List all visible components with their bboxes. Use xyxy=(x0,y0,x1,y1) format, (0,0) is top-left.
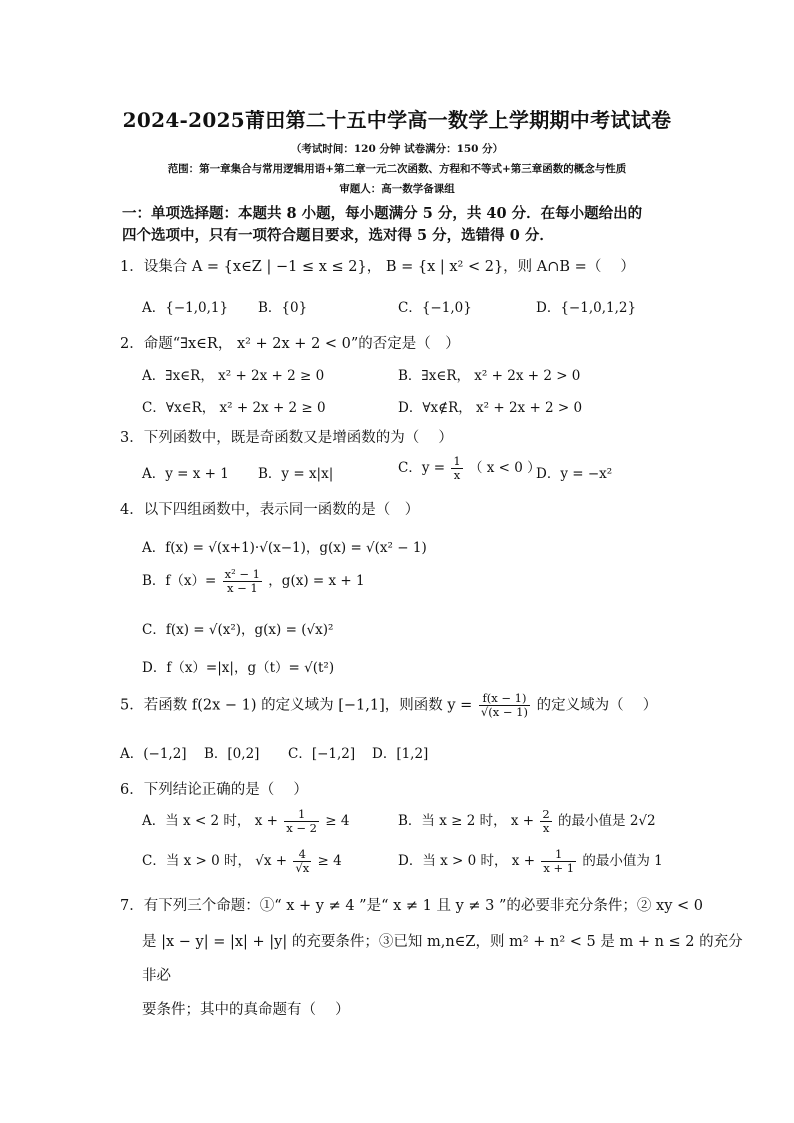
section-heading-line2: 四个选项中，只有一项符合题目要求，选对得 5 分，选错得 0 分． xyxy=(122,227,554,244)
question-5-stem-suffix: 的定义域为（ ） xyxy=(536,697,658,714)
question-2-stem: 2．命题“∃x∈R， x² + 2x + 2 < 0”的否定是（ ） xyxy=(120,336,460,352)
question-6-option-a-fraction xyxy=(284,808,319,835)
question-4-option-b xyxy=(142,568,365,595)
question-4-stem: 4．以下四组函数中，表示同一函数的是（ ） xyxy=(120,502,420,518)
fraction-numerator: 4 xyxy=(293,848,311,862)
question-7-line2: 是 |x − y| = |x| + |y| 的充要条件；③已知 m,n∈Z，则 m² + n² < 5 是 m + n ≤ 2 的充分 xyxy=(142,934,743,950)
question-3-option-c-prefix: C．y = xyxy=(398,460,446,476)
question-6-option-b-suffix: 的最小值是 2√2 xyxy=(558,813,656,829)
question-6-stem: 6．下列结论正确的是（ ） xyxy=(120,782,308,798)
question-5-option-b: B．[0,2] xyxy=(204,746,260,762)
question-6-option-d-fraction xyxy=(541,848,576,875)
fraction-denominator: √(x − 1) xyxy=(480,705,528,719)
question-2-option-d: D．∀x∉R， x² + 2x + 2 > 0 xyxy=(398,400,583,416)
section-heading-line1: 一：单项选择题：本题共 8 小题，每小题满分 5 分，共 40 分．在每小题给出的 xyxy=(122,205,643,222)
question-6-option-b xyxy=(398,808,656,835)
question-5-stem-prefix: 5．若函数 f(2x − 1) 的定义域为 [−1,1]，则函数 y = xyxy=(120,697,473,714)
question-6-option-d xyxy=(398,848,663,875)
question-6-option-c-fraction xyxy=(293,848,311,875)
question-5-option-d: D．[1,2] xyxy=(372,746,429,762)
question-6-option-b-fraction xyxy=(540,808,551,835)
question-6-option-d-prefix: D．当 x > 0 时， x + xyxy=(398,853,536,869)
exam-scope: 范围：第一章集合与常用逻辑用语+第二章一元二次函数、方程和不等式+第三章函数的概念与性质 xyxy=(167,163,627,175)
question-2-option-c: C．∀x∈R， x² + 2x + 2 ≥ 0 xyxy=(142,400,326,416)
fraction-numerator: 1 xyxy=(453,454,461,468)
question-4-option-b-prefix: B．f（x）= xyxy=(142,573,217,589)
question-6-option-c xyxy=(142,848,342,875)
question-4-option-a: A．f(x) = √(x+1)·√(x−1)，g(x) = √(x² − 1) xyxy=(142,540,427,556)
question-3-option-c xyxy=(398,455,541,482)
question-7-line3: 非必 xyxy=(142,968,171,984)
exam-title: 2024-2025莆田第二十五中学高一数学上学期期中考试试卷 xyxy=(122,108,672,132)
question-5-option-a: A．(−1,2] xyxy=(120,746,187,762)
question-2-option-a: A．∃x∈R， x² + 2x + 2 ≥ 0 xyxy=(142,368,325,384)
question-2-option-b: B．∃x∈R， x² + 2x + 2 > 0 xyxy=(398,368,581,384)
fraction-numerator: 1 xyxy=(541,848,576,862)
fraction-numerator: x² − 1 xyxy=(224,567,260,581)
question-1-option-d: D．{−1,0,1,2} xyxy=(536,300,637,316)
question-6-option-c-suffix: ≥ 4 xyxy=(317,853,342,869)
fraction-denominator: √x xyxy=(295,861,310,875)
fraction-numerator: 1 xyxy=(284,808,319,822)
fraction-denominator: x − 1 xyxy=(226,581,258,595)
fraction-denominator: x xyxy=(542,821,550,835)
question-7-line4: 要条件；其中的真命题有（ ） xyxy=(142,1002,350,1018)
question-3-option-d: D．y = −x² xyxy=(536,466,613,482)
question-3-option-c-suffix: （ x < 0 ） xyxy=(468,460,541,476)
question-4-option-c: C．f(x) = √(x²)，g(x) = (√x)² xyxy=(142,622,334,638)
question-6-option-d-suffix: 的最小值为 1 xyxy=(582,853,663,869)
question-1-option-c: C．{−1,0} xyxy=(398,300,472,316)
fraction-numerator: 2 xyxy=(542,807,550,821)
question-4-option-b-suffix: ，g(x) = x + 1 xyxy=(268,573,365,589)
fraction-numerator: f(x − 1) xyxy=(479,692,530,706)
question-5-stem-fraction xyxy=(479,692,530,719)
question-6-option-a-suffix: ≥ 4 xyxy=(325,813,350,829)
question-6-option-a-prefix: A．当 x < 2 时， x + xyxy=(142,813,278,829)
question-4-option-d: D．f（x）=|x|，g（t）= √(t²) xyxy=(142,660,335,676)
question-5-stem xyxy=(120,692,657,719)
question-4-option-b-fraction xyxy=(223,568,262,595)
question-3-option-c-fraction xyxy=(451,455,462,482)
question-1-option-a: A．{−1,0,1} xyxy=(142,300,229,316)
question-6-option-a xyxy=(142,808,349,835)
question-1-stem: 1．设集合 A = {x∈Z | −1 ≤ x ≤ 2}， B = {x | x² < 2}，则 A∩B =（ ） xyxy=(120,259,635,275)
exam-info: （考试时间：120 分钟 试卷满分：150 分） xyxy=(290,143,504,155)
question-3-option-b: B．y = x|x| xyxy=(258,466,334,482)
exam-reviewer: 审题人：高一数学备课组 xyxy=(339,183,455,195)
question-3-stem: 3．下列函数中，既是奇函数又是增函数的为（ ） xyxy=(120,430,453,446)
fraction-denominator: x + 1 xyxy=(543,861,575,875)
question-1-option-b: B．{0} xyxy=(258,300,308,316)
question-3-option-a: A．y = x + 1 xyxy=(142,466,229,482)
question-7-line1: 7．有下列三个命题：①“ x + y ≠ 4 ”是“ x ≠ 1 且 y ≠ 3 ”的必要非充分条件；② xy < 0 xyxy=(120,898,703,914)
question-6-option-c-prefix: C．当 x > 0 时， √x + xyxy=(142,853,288,869)
question-6-option-b-prefix: B．当 x ≥ 2 时， x + xyxy=(398,813,535,829)
fraction-denominator: x − 2 xyxy=(286,821,317,835)
question-5-option-c: C．[−1,2] xyxy=(288,746,356,762)
fraction-denominator: x xyxy=(453,468,461,482)
